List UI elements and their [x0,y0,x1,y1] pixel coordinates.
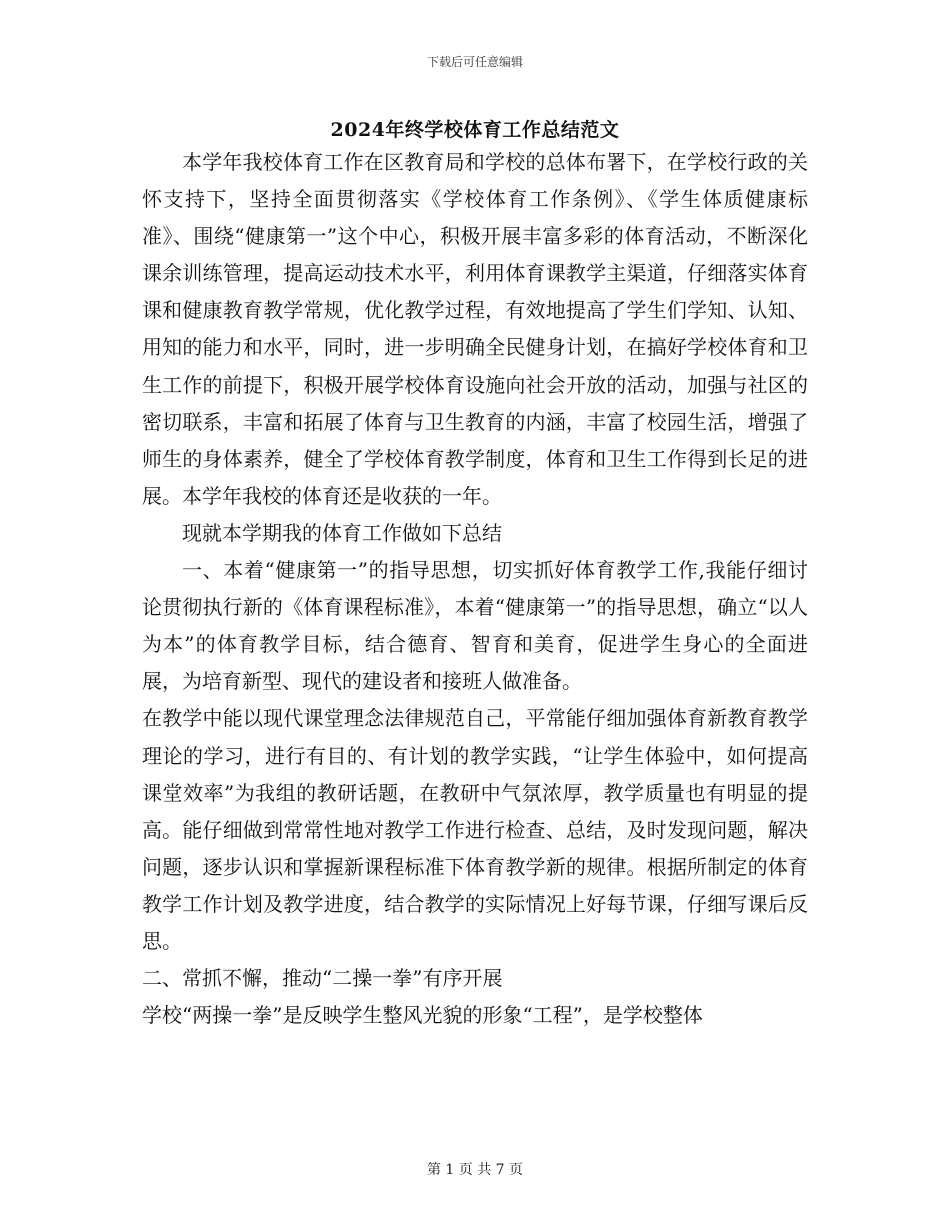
paragraph-section-two-body: 学校“两操一拳”是反映学生整风光貌的形象“工程”，是学校整体 [142,1003,703,1028]
document-title: 2024年终学校体育工作总结范文 [330,119,620,141]
paragraph-section-one: 一、本着“健康第一”的指导思想，切实抓好体育教学工作,我能仔细讨论贯彻执行新的《体育课程标准》，本着“健康第一”的指导思想，确立“以人为本”的体育教学目标，结合德育、智育和美育，促进学生身心的全面进展，为培育新型、现代的建设者和接班人做准备。 [142,558,808,694]
header-note: 下载后可任意编辑 [426,55,523,69]
page-number: 第 1 页 共 7 页 [426,1162,524,1178]
paragraph-teaching-practice: 在教学中能以现代课堂理念法律规范自己，平常能仔细加强体育新教育教学理论的学习，进行有目的、有计划的教学实践，“让学生体验中，如何提高课堂效率”为我组的教研话题，在教研中气氛浓厚，教学质量也有明显的提高。能仔细做到常常性地对教学工作进行检查、总结，及时发现问题，解决问题，逐步认识和掌握新课程标准下体育教学新的规律。根据所制定的体育教学工作计划及教学进度，结合教学的实际情况上好每节课，仔细写课后反思。 [142,706,808,953]
document-body [142,144,808,1034]
paragraph-section-two-heading: 二、常抓不懈，推动“二操一拳”有序开展 [142,966,503,991]
paragraph-intro: 本学年我校体育工作在区教育局和学校的总体布署下，在学校行政的关怀支持下，坚持全面贯彻落实《学校体育工作条例》、《学生体质健康标准》、围绕“健康第一”这个中心，积极开展丰富多彩的体育活动，不断深化课余训练管理，提高运动技术水平，利用体育课教学主渠道，仔细落实体育课和健康教育教学常规，优化教学过程，有效地提高了学生们学知、认知、用知的能力和水平，同时，进一步明确全民健身计划，在搞好学校体育和卫生工作的前提下，积极开展学校体育设施向社会开放的活动，加强与社区的密切联系，丰富和拓展了体育与卫生教育的内涵，丰富了校园生活，增强了师生的身体素养，健全了学校体育教学制度，体育和卫生工作得到长足的进展。本学年我校的体育还是收获的一年。 [142,150,808,508]
paragraph-summary-lead: 现就本学期我的体育工作做如下总结 [182,520,502,545]
